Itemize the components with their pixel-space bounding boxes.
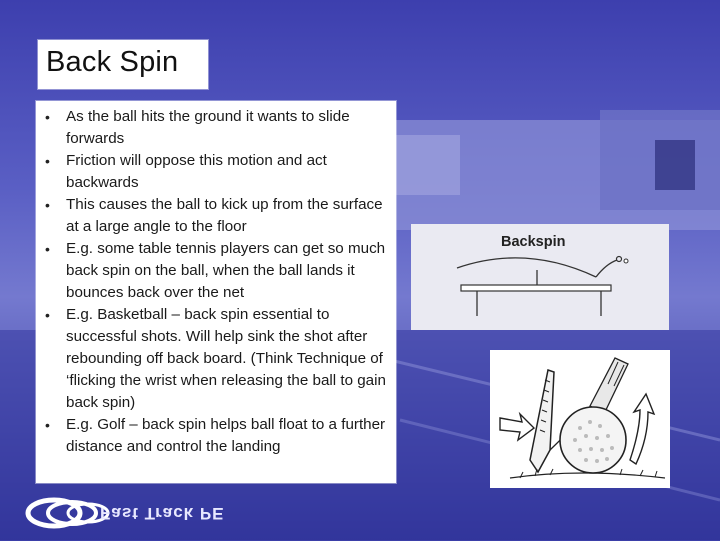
golf-club-ball-illustration <box>490 350 670 488</box>
bullet-dot: • <box>45 109 50 125</box>
bullet-item: • Friction will oppose this motion and act backwards <box>45 152 327 191</box>
backspin-diagram <box>411 224 669 330</box>
bullet-item: • This causes the ball to kick up from the surface at a large angle to the floor <box>45 196 383 235</box>
bullet-item: • E.g. some table tennis players can get so much back spin on the ball, when the ball lands it bounces back over the net <box>45 240 386 301</box>
bullet-item: • E.g. Basketball – back spin essential to successful shots. Will help sink the shot after rebounding off back board. (Think Technique of ‘flicking the wrist when releasing the ball to gain back spin) <box>45 306 386 411</box>
bullet-item: • As the ball hits the ground it wants to slide forwards <box>45 108 350 147</box>
bullet-dot: • <box>45 153 50 169</box>
diagram-title: Backspin <box>501 234 566 250</box>
title-panel <box>38 40 208 89</box>
bullet-dot: • <box>45 307 50 323</box>
content-panel <box>36 101 396 483</box>
bullet-dot: • <box>45 197 50 213</box>
bullet-item: • E.g. Golf – back spin helps ball float to a further distance and control the landing <box>45 416 386 455</box>
bullet-dot: • <box>45 241 50 257</box>
bullet-list <box>45 106 388 458</box>
table-tennis-illustration <box>411 224 669 330</box>
logo-text: Fast Track PE <box>100 504 225 523</box>
golf-backspin-image <box>490 350 670 488</box>
bullet-dot: • <box>45 417 50 433</box>
slide-title: Back Spin <box>46 46 179 78</box>
